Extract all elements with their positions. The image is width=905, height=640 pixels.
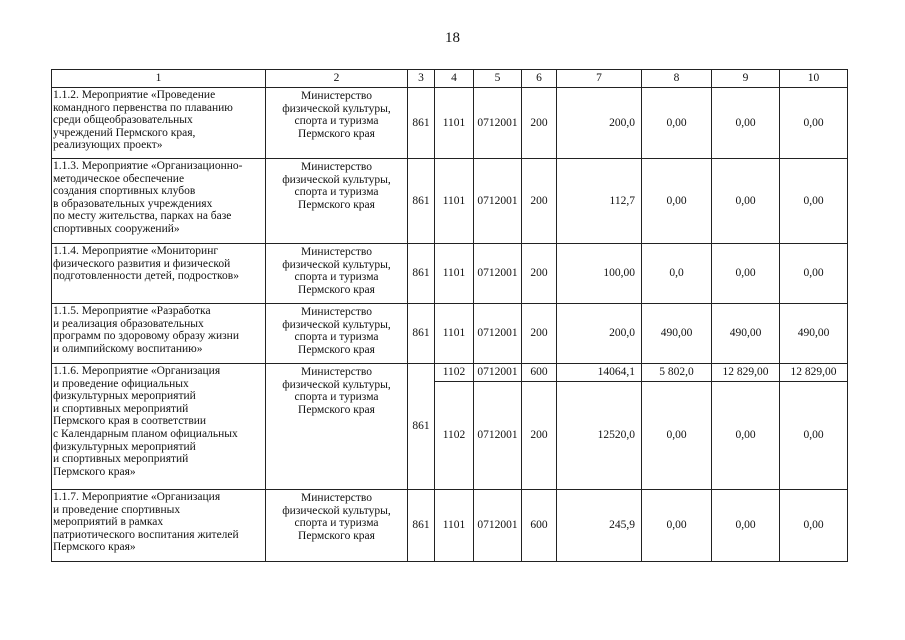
responsible-ministry: Министерство физической культуры, спорта и туризма Пермского края <box>266 304 408 364</box>
code-cell: 200 <box>522 244 557 304</box>
code-cell: 0712001 <box>474 364 522 382</box>
amount-cell: 0,00 <box>780 244 848 304</box>
amount-cell: 0,00 <box>780 159 848 244</box>
code-cell: 200 <box>522 304 557 364</box>
code-cell: 861 <box>408 304 435 364</box>
code-cell: 1101 <box>435 490 474 562</box>
amount-cell: 12 829,00 <box>712 364 780 382</box>
code-cell: 861 <box>408 244 435 304</box>
code-cell: 600 <box>522 490 557 562</box>
budget-table <box>51 69 848 562</box>
activity-name: 1.1.6. Мероприятие «Организация и проведение официальных физкультурных мероприятий и спортивных мероприятий Пермского края в соответствии с Календарным планом официальных физкультурных мероприятий и спортивных мероприятий Пермского края» <box>52 364 266 490</box>
table-row <box>52 304 848 364</box>
activity-name: 1.1.7. Мероприятие «Организация и проведение спортивных мероприятий в рамках патриотического воспитания жителей Пермского края» <box>52 490 266 562</box>
code-cell: 0712001 <box>474 490 522 562</box>
page-number: 18 <box>445 30 460 46</box>
header-cell: 3 <box>408 70 435 88</box>
amount-cell: 112,7 <box>557 159 642 244</box>
code-cell: 1102 <box>435 382 474 490</box>
amount-cell: 14064,1 <box>557 364 642 382</box>
amount-cell: 0,00 <box>712 159 780 244</box>
header-cell: 7 <box>557 70 642 88</box>
header-cell: 9 <box>712 70 780 88</box>
header-cell: 8 <box>642 70 712 88</box>
amount-cell: 0,00 <box>642 490 712 562</box>
responsible-ministry: Министерство физической культуры, спорта и туризма Пермского края <box>266 88 408 159</box>
code-cell: 861 <box>408 490 435 562</box>
header-cell: 10 <box>780 70 848 88</box>
amount-cell: 490,00 <box>712 304 780 364</box>
table-row <box>52 88 848 159</box>
header-cell: 1 <box>52 70 266 88</box>
responsible-ministry: Министерство физической культуры, спорта и туризма Пермского края <box>266 490 408 562</box>
header-cell: 6 <box>522 70 557 88</box>
amount-cell: 0,00 <box>712 490 780 562</box>
code-cell: 0712001 <box>474 159 522 244</box>
amount-cell: 0,0 <box>642 244 712 304</box>
responsible-ministry: Министерство физической культуры, спорта и туризма Пермского края <box>266 364 408 490</box>
code-cell: 0712001 <box>474 244 522 304</box>
amount-cell: 0,00 <box>712 244 780 304</box>
code-cell: 1101 <box>435 304 474 364</box>
responsible-ministry: Министерство физической культуры, спорта и туризма Пермского края <box>266 244 408 304</box>
activity-name: 1.1.5. Мероприятие «Разработка и реализация образовательных программ по здоровому образу жизни и олимпийскому воспитанию» <box>52 304 266 364</box>
amount-cell: 0,00 <box>642 159 712 244</box>
code-cell: 200 <box>522 159 557 244</box>
amount-cell: 0,00 <box>712 88 780 159</box>
code-cell: 1101 <box>435 244 474 304</box>
code-cell: 1102 <box>435 364 474 382</box>
code-cell: 200 <box>522 88 557 159</box>
amount-cell: 5 802,0 <box>642 364 712 382</box>
amount-cell: 245,9 <box>557 490 642 562</box>
amount-cell: 0,00 <box>642 382 712 490</box>
amount-cell: 100,00 <box>557 244 642 304</box>
amount-cell: 0,00 <box>712 382 780 490</box>
activity-name: 1.1.4. Мероприятие «Мониторинг физического развития и физической подготовленности детей, подростков» <box>52 244 266 304</box>
amount-cell: 200,0 <box>557 88 642 159</box>
code-cell: 861 <box>408 88 435 159</box>
amount-cell: 12520,0 <box>557 382 642 490</box>
code-cell: 0712001 <box>474 304 522 364</box>
header-row <box>52 70 848 88</box>
amount-cell: 490,00 <box>642 304 712 364</box>
amount-cell: 490,00 <box>780 304 848 364</box>
activity-name: 1.1.2. Мероприятие «Проведение командного первенства по плаванию среди общеобразовательных учреждений Пермского края, реализующих проект» <box>52 88 266 159</box>
table-row <box>52 490 848 562</box>
code-cell: 1101 <box>435 88 474 159</box>
amount-cell: 0,00 <box>780 490 848 562</box>
amount-cell: 12 829,00 <box>780 364 848 382</box>
table-row <box>52 244 848 304</box>
table-row <box>52 159 848 244</box>
code-cell: 1101 <box>435 159 474 244</box>
amount-cell: 0,00 <box>780 382 848 490</box>
code-cell: 0712001 <box>474 382 522 490</box>
table-row <box>52 364 848 382</box>
code-cell: 600 <box>522 364 557 382</box>
header-cell: 2 <box>266 70 408 88</box>
responsible-ministry: Министерство физической культуры, спорта и туризма Пермского края <box>266 159 408 244</box>
header-cell: 4 <box>435 70 474 88</box>
code-cell: 200 <box>522 382 557 490</box>
activity-name: 1.1.3. Мероприятие «Организационно- методическое обеспечение создания спортивных клубов в образовательных учреждениях по месту жительства, парках на базе спортивных сооружений» <box>52 159 266 244</box>
amount-cell: 200,0 <box>557 304 642 364</box>
header-cell: 5 <box>474 70 522 88</box>
amount-cell: 0,00 <box>780 88 848 159</box>
code-cell: 861 <box>408 364 435 490</box>
code-cell: 0712001 <box>474 88 522 159</box>
code-cell: 861 <box>408 159 435 244</box>
amount-cell: 0,00 <box>642 88 712 159</box>
